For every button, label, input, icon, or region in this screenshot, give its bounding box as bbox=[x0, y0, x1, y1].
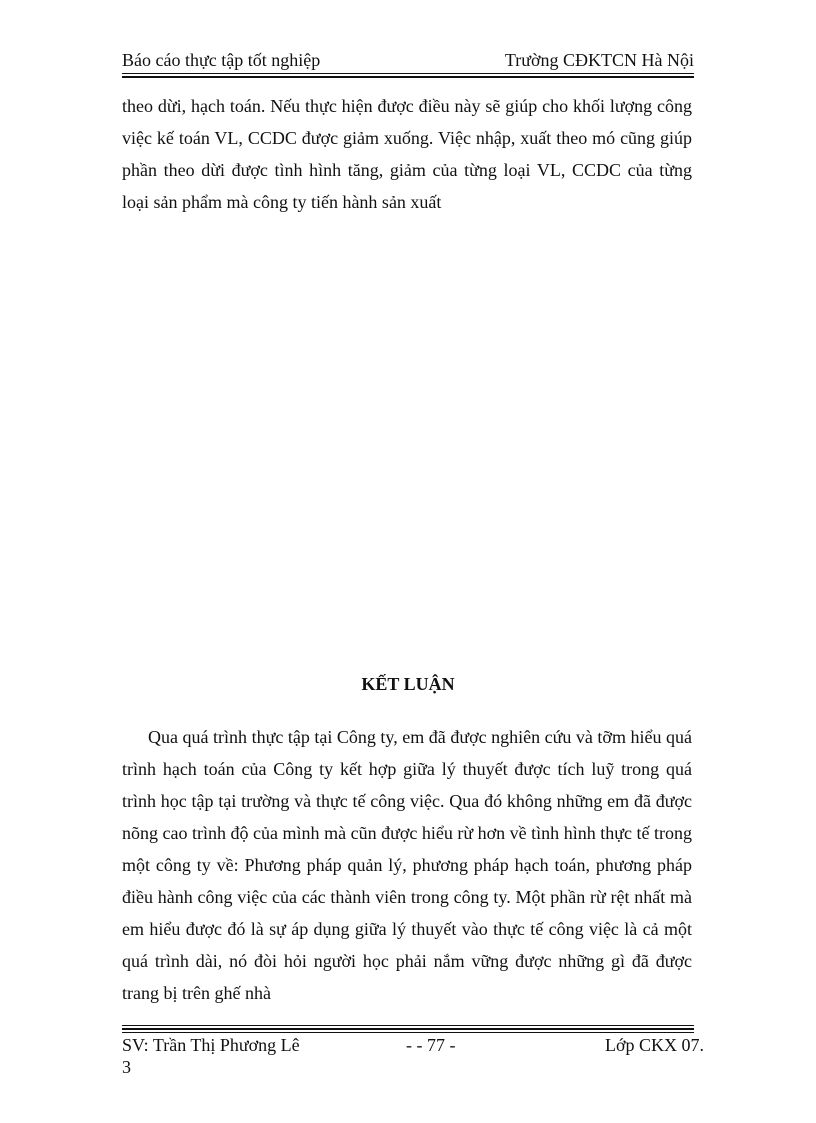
page-footer bbox=[122, 1034, 704, 1078]
header-report-title: Báo cáo thực tập tốt nghiệp bbox=[122, 50, 321, 70]
header-rule-thick bbox=[122, 76, 694, 78]
footer-student-name: SV: Trần Thị Phương Lê bbox=[122, 1035, 300, 1055]
footer-class-wrap: 3 bbox=[122, 1057, 131, 1077]
body-paragraph-1: theo dừi, hạch toán. Nếu thực hiện được điều này sẽ giúp cho khối lượng công việc kế toán VL, CCDC được giảm xuống. Việc nhập, xuất theo mó cũng giúp phần theo dừi được tình hình tăng, giảm của từng loại VL, CCDC của từng loại sản phẩm mà công ty tiến hành sản xuất bbox=[122, 96, 692, 212]
footer-rule-bottom bbox=[122, 1032, 694, 1033]
header-rule bbox=[122, 73, 694, 74]
body-paragraph-2: Qua quá trình thực tập tại Công ty, em đã được nghiên cứu và tỡm hiểu quá trình hạch toán của Công ty kết hợp giữa lý thuyết được tích luỹ trong quá trình học tập tại trường và thực tế công việc. Qua đó không những em đã được nõng cao trình độ của mình mà cũn được hiểu rừ hơn về tình hình thực tế trong một công ty về: Phương pháp quản lý, phương pháp hạch toán, phương pháp điều hành công việc của các thành viên trong công ty. Một phần rừ rệt nhất mà em hiểu được đó là sự áp dụng giữa lý thuyết vào thực tế công việc là cả một quá trình dài, nó đòi hỏi người học phải nắm vững được những gì đã được trang bị trên ghế nhà bbox=[122, 727, 692, 1003]
footer-class: Lớp CKX 07. bbox=[604, 1035, 704, 1055]
footer-rule-middle bbox=[122, 1028, 694, 1030]
footer-rule-top bbox=[122, 1025, 694, 1026]
header-school-name: Trường CĐKTCN Hà Nội bbox=[504, 50, 694, 70]
page-header bbox=[122, 48, 694, 72]
footer-page-number: - - 77 - bbox=[406, 1035, 456, 1055]
section-heading: KẾT LUẬN bbox=[361, 674, 455, 694]
